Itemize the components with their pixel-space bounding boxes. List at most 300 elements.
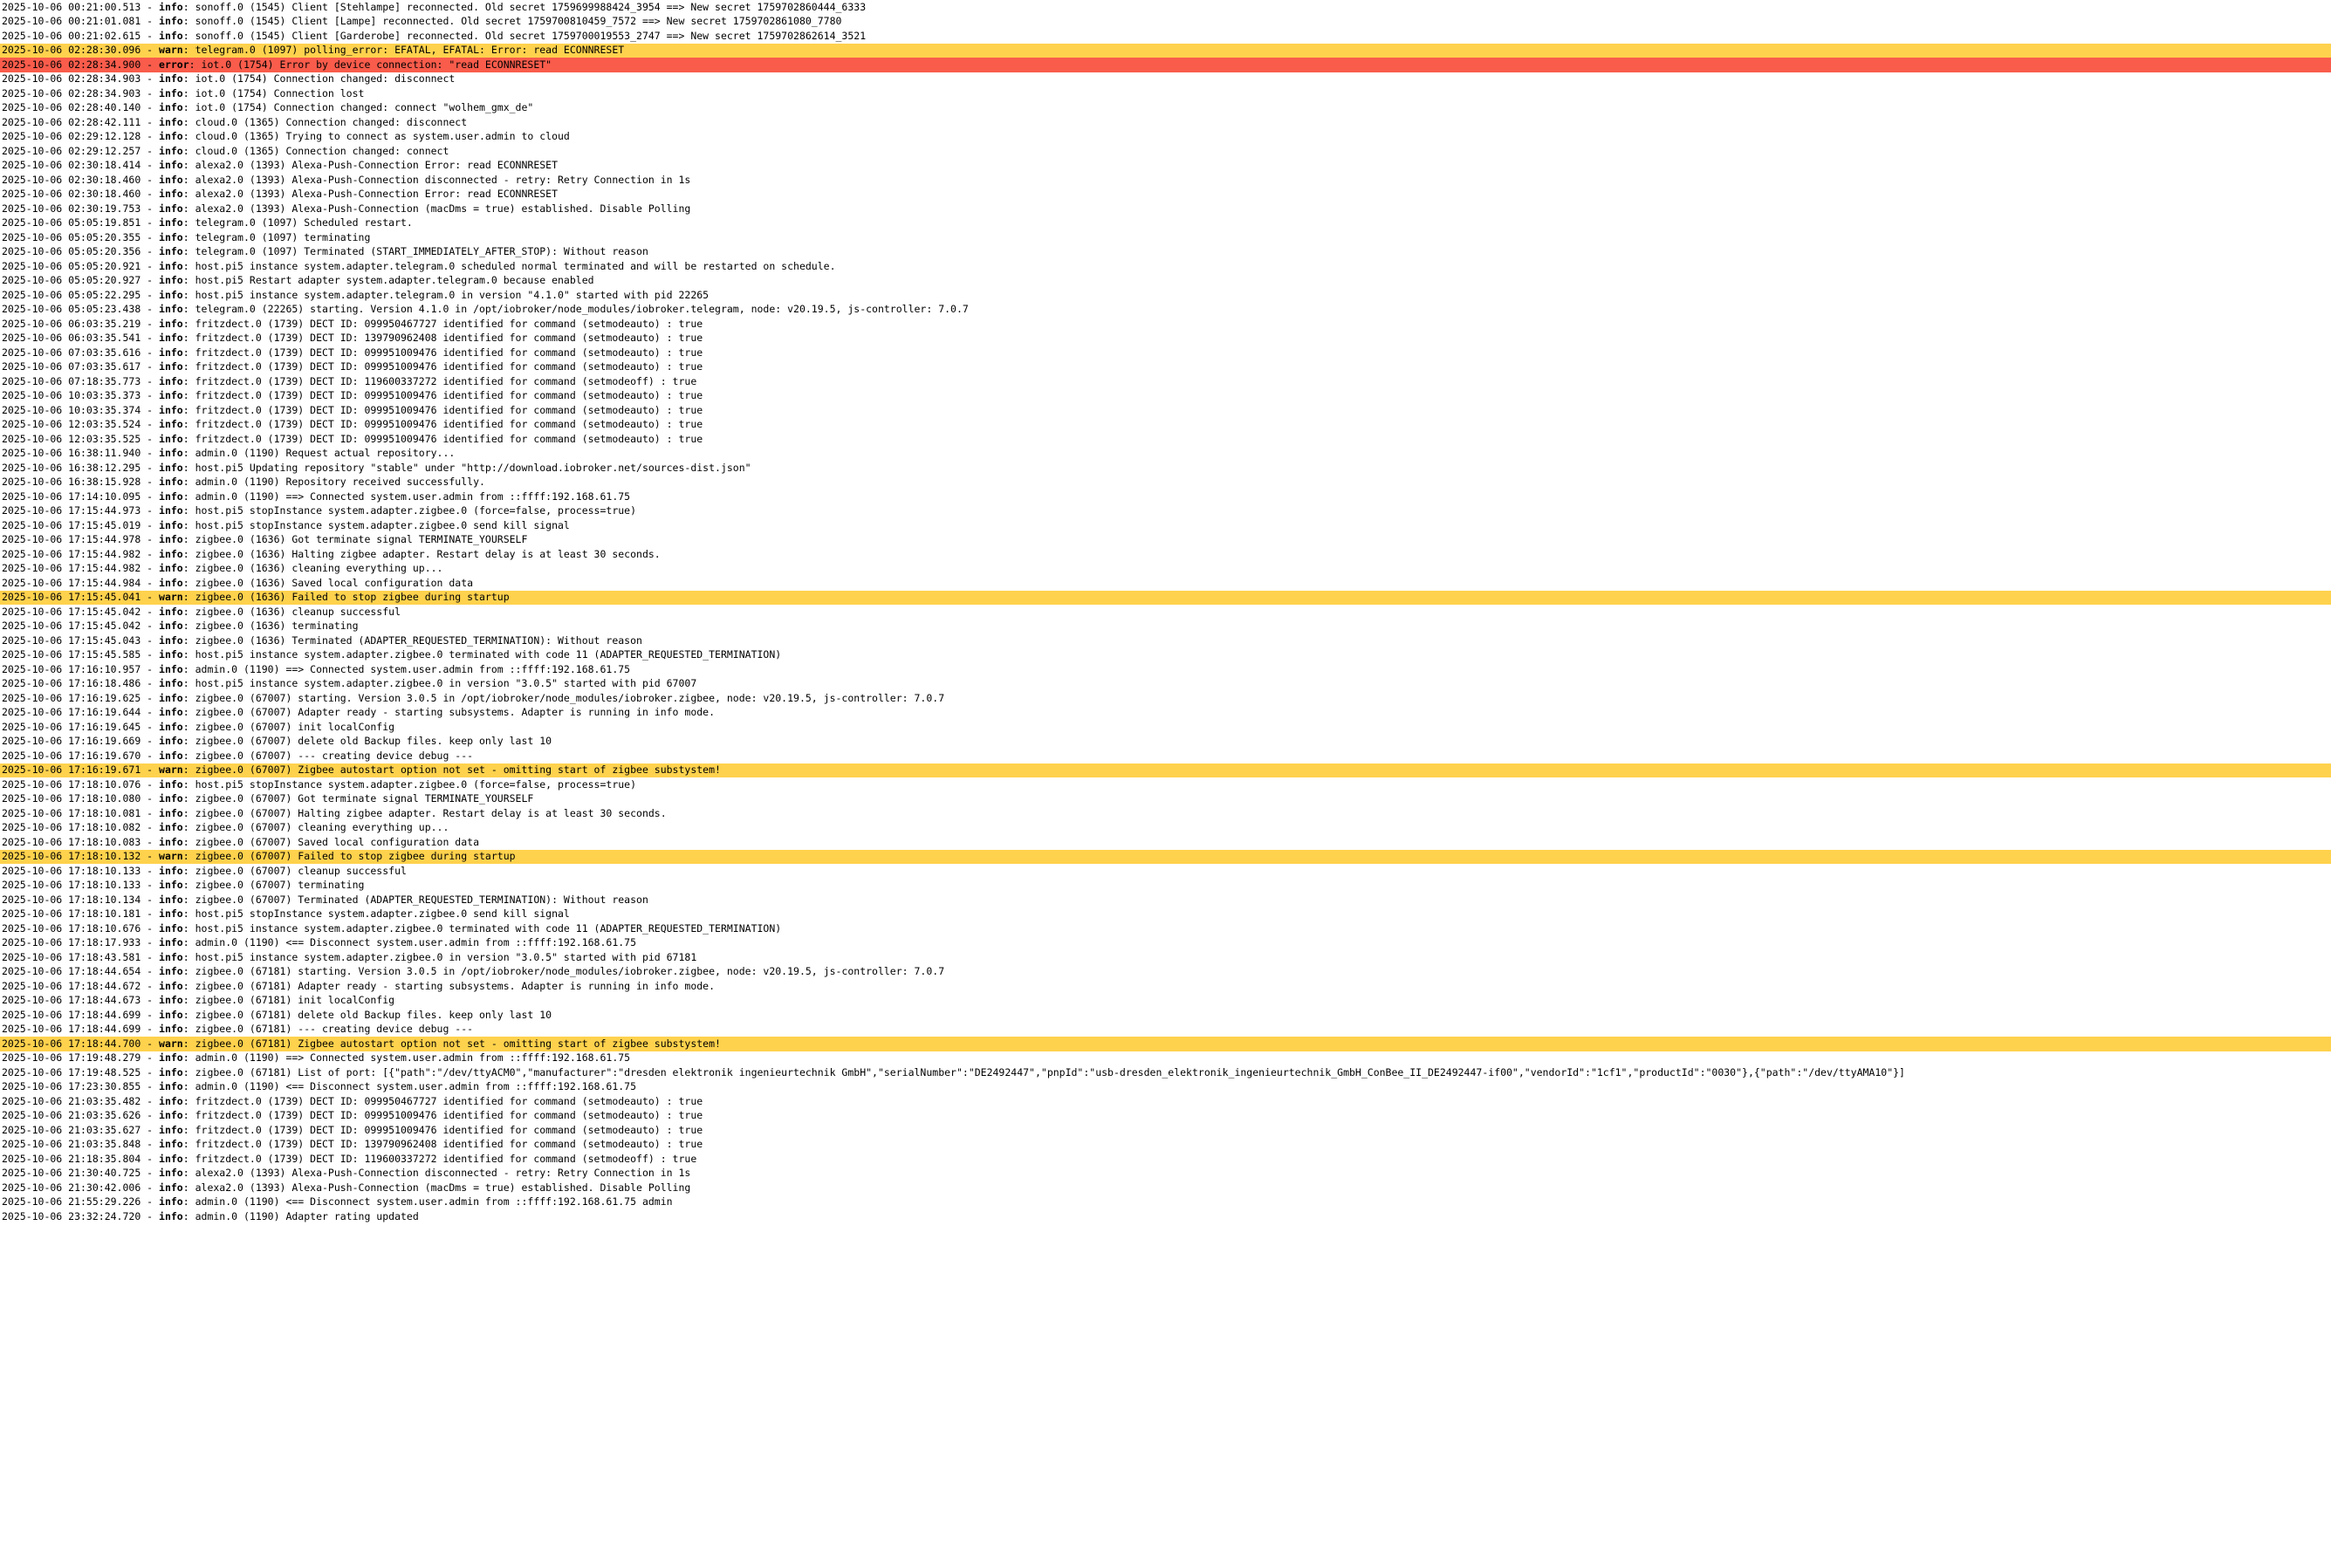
log-separator: : xyxy=(182,44,195,56)
log-row[interactable] xyxy=(0,777,2331,792)
log-message: zigbee.0 (67007) Halting zigbee adapter. Restart delay is at least 30 seconds. xyxy=(195,806,667,819)
log-separator: : xyxy=(182,821,195,833)
log-row[interactable] xyxy=(0,706,2331,721)
log-timestamp: 2025-10-06 17:18:43.581 xyxy=(2,950,141,963)
log-timestamp: 2025-10-06 10:03:35.374 xyxy=(2,403,141,416)
log-separator: - xyxy=(141,1080,160,1092)
log-timestamp: 2025-10-06 21:18:35.804 xyxy=(2,1152,141,1165)
log-row[interactable] xyxy=(0,979,2331,994)
log-level: info xyxy=(159,374,183,387)
log-timestamp: 2025-10-06 17:16:19.645 xyxy=(2,720,141,733)
log-timestamp: 2025-10-06 07:03:35.616 xyxy=(2,346,141,359)
log-row[interactable] xyxy=(0,72,2331,87)
log-separator: - xyxy=(141,864,160,877)
log-separator: : xyxy=(182,159,195,171)
log-row[interactable] xyxy=(0,518,2331,533)
log-timestamp: 2025-10-06 17:15:45.041 xyxy=(2,591,141,603)
log-row[interactable] xyxy=(0,159,2331,174)
log-level: info xyxy=(159,29,183,42)
log-separator: : xyxy=(182,591,195,603)
log-level: info xyxy=(159,476,183,488)
log-separator: - xyxy=(141,706,160,718)
log-timestamp: 2025-10-06 10:03:35.373 xyxy=(2,389,141,401)
log-row[interactable] xyxy=(0,58,2331,72)
log-separator: - xyxy=(141,1152,160,1165)
log-level: info xyxy=(159,994,183,1006)
log-level: info xyxy=(159,346,183,359)
log-separator: : xyxy=(182,562,195,574)
log-row[interactable] xyxy=(0,562,2331,577)
log-level: info xyxy=(159,461,183,474)
log-level: info xyxy=(159,1080,183,1092)
log-message: host.pi5 stopInstance system.adapter.zigbee.0 (force=false, process=true) xyxy=(195,777,637,791)
log-row[interactable] xyxy=(0,950,2331,965)
log-timestamp: 2025-10-06 17:15:44.978 xyxy=(2,533,141,545)
log-row[interactable] xyxy=(0,806,2331,821)
log-timestamp: 2025-10-06 17:16:19.644 xyxy=(2,706,141,718)
log-separator: - xyxy=(141,259,160,272)
log-level: warn xyxy=(159,1037,183,1050)
log-level: info xyxy=(159,1123,183,1136)
log-timestamp: 2025-10-06 02:30:18.414 xyxy=(2,159,141,171)
log-timestamp: 2025-10-06 02:30:18.460 xyxy=(2,173,141,186)
log-separator: - xyxy=(141,1037,160,1050)
log-separator: : xyxy=(182,893,195,906)
log-level: info xyxy=(159,1094,183,1107)
log-message: host.pi5 instance system.adapter.zigbee.0 terminated with code 11 (ADAPTER_REQUESTED_TERMINATION) xyxy=(195,648,782,661)
log-row[interactable] xyxy=(0,835,2331,850)
log-separator: : xyxy=(182,735,195,747)
log-separator: - xyxy=(141,245,160,257)
log-separator: : xyxy=(182,605,195,618)
log-row[interactable] xyxy=(0,259,2331,274)
log-timestamp: 2025-10-06 02:28:34.900 xyxy=(2,58,141,71)
log-message: iot.0 (1754) Connection lost xyxy=(195,86,365,99)
log-row[interactable] xyxy=(0,245,2331,260)
log-timestamp: 2025-10-06 21:30:40.725 xyxy=(2,1167,141,1179)
log-separator: - xyxy=(141,1123,160,1136)
log-message: zigbee.0 (67007) cleaning everything up... xyxy=(195,821,449,833)
log-message: zigbee.0 (67007) delete old Backup files. keep only last 10 xyxy=(195,735,552,747)
log-row[interactable] xyxy=(0,303,2331,318)
log-timestamp: 2025-10-06 17:18:10.132 xyxy=(2,850,141,862)
log-row[interactable] xyxy=(0,173,2331,188)
log-level: info xyxy=(159,130,183,142)
log-separator: - xyxy=(141,749,160,762)
log-separator: : xyxy=(182,706,195,718)
log-separator: : xyxy=(182,259,195,272)
log-message: telegram.0 (22265) starting. Version 4.1.0 in /opt/iobroker/node_modules/iobroker.telegram, node: v20.19.5, js-controller: 7.0.7 xyxy=(195,303,969,315)
log-row[interactable] xyxy=(0,864,2331,879)
log-row[interactable] xyxy=(0,749,2331,763)
log-message: fritzdect.0 (1739) DECT ID: 119600337272 identified for command (setmodeoff) : true xyxy=(195,374,697,387)
log-row[interactable] xyxy=(0,648,2331,663)
log-separator: - xyxy=(141,936,160,948)
log-row[interactable] xyxy=(0,1037,2331,1051)
log-level: info xyxy=(159,332,183,344)
log-message: sonoff.0 (1545) Client [Stehlampe] reconnected. Old secret 1759699988424_3954 ==> New secret 1759702860444_6333 xyxy=(195,0,867,13)
log-level: info xyxy=(159,15,183,27)
log-separator: - xyxy=(141,735,160,747)
log-level: info xyxy=(159,706,183,718)
log-separator: - xyxy=(141,907,160,920)
log-message: fritzdect.0 (1739) DECT ID: 139790962408 identified for command (setmodeauto) : true xyxy=(195,332,703,344)
log-row[interactable] xyxy=(0,288,2331,303)
log-row[interactable] xyxy=(0,1051,2331,1066)
log-row[interactable] xyxy=(0,461,2331,476)
log-row[interactable] xyxy=(0,1065,2331,1080)
log-level: info xyxy=(159,86,183,99)
log-separator: : xyxy=(182,1123,195,1136)
log-level: info xyxy=(159,115,183,128)
log-level: info xyxy=(159,317,183,330)
log-separator: : xyxy=(182,173,195,186)
log-message: zigbee.0 (1636) Halting zigbee adapter. Restart delay is at least 30 seconds. xyxy=(195,547,661,560)
log-separator: - xyxy=(141,1195,160,1208)
log-message: zigbee.0 (67007) init localConfig xyxy=(195,720,395,733)
log-message: alexa2.0 (1393) Alexa-Push-Connection disconnected - retry: Retry Connection in 1s xyxy=(195,173,691,186)
log-message: admin.0 (1190) <== Disconnect system.user.admin from ::ffff:192.168.61.75 admin xyxy=(195,1195,673,1208)
log-row[interactable] xyxy=(0,1023,2331,1037)
log-row[interactable] xyxy=(0,360,2331,375)
log-separator: : xyxy=(182,274,195,286)
log-level: info xyxy=(159,389,183,401)
log-row[interactable] xyxy=(0,274,2331,289)
log-message: cloud.0 (1365) Connection changed: disconnect xyxy=(195,115,468,128)
log-separator: : xyxy=(182,864,195,877)
log-separator: - xyxy=(141,994,160,1006)
log-separator: - xyxy=(141,821,160,833)
log-level: info xyxy=(159,691,183,704)
log-message: zigbee.0 (67007) --- creating device debug --- xyxy=(195,749,474,762)
log-row[interactable] xyxy=(0,1094,2331,1109)
log-message: fritzdect.0 (1739) DECT ID: 099951009476 identified for command (setmodeauto) : true xyxy=(195,1123,703,1136)
log-separator: : xyxy=(182,86,195,99)
log-row[interactable] xyxy=(0,893,2331,907)
log-separator: - xyxy=(141,777,160,791)
log-timestamp: 2025-10-06 17:18:44.673 xyxy=(2,994,141,1006)
log-row[interactable] xyxy=(0,188,2331,202)
log-separator: : xyxy=(182,374,195,387)
log-timestamp: 2025-10-06 02:28:42.111 xyxy=(2,115,141,128)
log-level: info xyxy=(159,1209,183,1222)
log-message: telegram.0 (1097) Terminated (START_IMMEDIATELY_AFTER_STOP): Without reason xyxy=(195,245,648,257)
log-level: warn xyxy=(159,44,183,56)
log-separator: : xyxy=(182,921,195,935)
log-row[interactable] xyxy=(0,130,2331,145)
log-row[interactable] xyxy=(0,633,2331,648)
log-level: info xyxy=(159,72,183,85)
log-separator: : xyxy=(182,418,195,430)
log-separator: : xyxy=(182,1152,195,1165)
log-timestamp: 2025-10-06 21:03:35.627 xyxy=(2,1123,141,1136)
log-level: info xyxy=(159,979,183,992)
log-separator: : xyxy=(182,15,195,27)
log-timestamp: 2025-10-06 05:05:20.921 xyxy=(2,259,141,272)
log-row[interactable] xyxy=(0,907,2331,922)
log-level: info xyxy=(159,777,183,791)
log-timestamp: 2025-10-06 17:19:48.279 xyxy=(2,1051,141,1064)
log-level: info xyxy=(159,1152,183,1165)
log-separator: - xyxy=(141,763,160,776)
log-row[interactable] xyxy=(0,662,2331,677)
log-separator: : xyxy=(182,662,195,675)
log-level: info xyxy=(159,216,183,229)
log-row[interactable] xyxy=(0,1123,2331,1138)
log-timestamp: 2025-10-06 05:05:22.295 xyxy=(2,288,141,301)
log-row[interactable] xyxy=(0,447,2331,462)
log-timestamp: 2025-10-06 02:28:30.096 xyxy=(2,44,141,56)
log-message: telegram.0 (1097) polling_error: EFATAL, EFATAL: Error: read ECONNRESET xyxy=(195,44,625,56)
log-row[interactable] xyxy=(0,1181,2331,1195)
log-separator: : xyxy=(182,1209,195,1222)
log-row[interactable] xyxy=(0,576,2331,591)
log-message: admin.0 (1190) Adapter rating updated xyxy=(195,1209,419,1222)
log-row[interactable] xyxy=(0,202,2331,216)
log-timestamp: 2025-10-06 05:05:19.851 xyxy=(2,216,141,229)
log-separator: - xyxy=(141,332,160,344)
log-timestamp: 2025-10-06 17:16:19.669 xyxy=(2,735,141,747)
log-row[interactable] xyxy=(0,1080,2331,1095)
log-level: info xyxy=(159,864,183,877)
log-row[interactable] xyxy=(0,691,2331,706)
log-level: info xyxy=(159,101,183,113)
log-timestamp: 2025-10-06 00:21:00.513 xyxy=(2,0,141,13)
log-row[interactable] xyxy=(0,15,2331,30)
log-separator: - xyxy=(141,0,160,13)
log-separator: : xyxy=(182,777,195,791)
log-timestamp: 2025-10-06 17:16:10.957 xyxy=(2,662,141,675)
log-message: fritzdect.0 (1739) DECT ID: 099950467727 identified for command (setmodeauto) : true xyxy=(195,317,703,330)
log-row[interactable] xyxy=(0,504,2331,519)
log-separator: : xyxy=(182,620,195,632)
log-timestamp: 2025-10-06 17:18:17.933 xyxy=(2,936,141,948)
log-row[interactable] xyxy=(0,1209,2331,1224)
log-timestamp: 2025-10-06 17:18:10.676 xyxy=(2,921,141,935)
log-message: host.pi5 stopInstance system.adapter.zigbee.0 send kill signal xyxy=(195,518,570,531)
log-separator: : xyxy=(182,0,195,13)
log-row[interactable] xyxy=(0,1138,2331,1153)
log-separator: - xyxy=(141,893,160,906)
log-level: error xyxy=(159,58,189,71)
log-row[interactable] xyxy=(0,332,2331,346)
log-separator: : xyxy=(182,850,195,862)
log-message: admin.0 (1190) <== Disconnect system.user.admin from ::ffff:192.168.61.75 xyxy=(195,936,637,948)
log-timestamp: 2025-10-06 05:05:20.355 xyxy=(2,230,141,243)
log-row[interactable] xyxy=(0,994,2331,1009)
log-message: fritzdect.0 (1739) DECT ID: 099951009476 identified for command (setmodeauto) : true xyxy=(195,389,703,401)
log-level: info xyxy=(159,950,183,963)
log-row[interactable] xyxy=(0,605,2331,620)
log-separator: : xyxy=(182,476,195,488)
log-row[interactable] xyxy=(0,1152,2331,1167)
log-separator: : xyxy=(182,547,195,560)
log-separator: - xyxy=(141,979,160,992)
log-timestamp: 2025-10-06 17:15:45.042 xyxy=(2,620,141,632)
log-row[interactable] xyxy=(0,374,2331,389)
log-separator: : xyxy=(182,1138,195,1150)
log-separator: - xyxy=(141,389,160,401)
log-message: zigbee.0 (67181) List of port: [{"path":"/dev/ttyACM0","manufacturer":"dresden elektronik ingenieurtechnik GmbH","serialNumber":"DE2492447","pnpId":"usb-dresden_elektronik_ingenieurtechnik_GmbH_ConBee_II_DE2492447-if00","vendorId":"1cf1","productId":"0030"},{"path":"/dev/ttyAMA10"}] xyxy=(195,1065,1905,1078)
log-row[interactable] xyxy=(0,115,2331,130)
log-row[interactable] xyxy=(0,490,2331,504)
log-timestamp: 2025-10-06 17:18:44.699 xyxy=(2,1008,141,1021)
log-level: info xyxy=(159,202,183,215)
log-separator: : xyxy=(182,936,195,948)
log-separator: : xyxy=(182,835,195,848)
log-separator: : xyxy=(182,360,195,373)
log-timestamp: 2025-10-06 17:16:19.670 xyxy=(2,749,141,762)
log-row[interactable] xyxy=(0,936,2331,951)
log-message: fritzdect.0 (1739) DECT ID: 139790962408 identified for command (setmodeauto) : true xyxy=(195,1138,703,1150)
log-separator: - xyxy=(141,432,160,445)
log-row[interactable] xyxy=(0,476,2331,490)
log-separator: - xyxy=(141,447,160,459)
log-separator: : xyxy=(182,188,195,200)
log-row[interactable] xyxy=(0,418,2331,433)
log-separator: - xyxy=(141,288,160,301)
log-row[interactable] xyxy=(0,1195,2331,1210)
log-timestamp: 2025-10-06 23:32:24.720 xyxy=(2,1209,141,1222)
log-separator: : xyxy=(182,749,195,762)
log-row[interactable] xyxy=(0,216,2331,231)
log-row[interactable] xyxy=(0,389,2331,404)
log-separator: : xyxy=(182,202,195,215)
log-row[interactable] xyxy=(0,879,2331,894)
log-timestamp: 2025-10-06 17:18:10.081 xyxy=(2,806,141,819)
log-message: alexa2.0 (1393) Alexa-Push-Connection Error: read ECONNRESET xyxy=(195,159,559,171)
log-row[interactable] xyxy=(0,735,2331,750)
log-row[interactable] xyxy=(0,403,2331,418)
log-separator: : xyxy=(182,879,195,891)
log-level: info xyxy=(159,1008,183,1021)
log-separator: - xyxy=(141,533,160,545)
log-row[interactable] xyxy=(0,29,2331,44)
log-row[interactable] xyxy=(0,101,2331,116)
log-row[interactable] xyxy=(0,346,2331,360)
log-separator: - xyxy=(141,662,160,675)
log-level: info xyxy=(159,562,183,574)
log-level: info xyxy=(159,188,183,200)
log-row[interactable] xyxy=(0,317,2331,332)
log-separator: : xyxy=(182,720,195,733)
log-level: info xyxy=(159,648,183,661)
log-separator: : xyxy=(182,965,195,977)
log-row[interactable] xyxy=(0,720,2331,735)
log-row[interactable] xyxy=(0,763,2331,778)
log-message: zigbee.0 (1636) Got terminate signal TERMINATE_YOURSELF xyxy=(195,533,528,545)
log-separator: - xyxy=(141,504,160,517)
log-timestamp: 2025-10-06 17:18:10.134 xyxy=(2,893,141,906)
log-row[interactable] xyxy=(0,792,2331,807)
log-row[interactable] xyxy=(0,620,2331,634)
log-timestamp: 2025-10-06 16:38:15.928 xyxy=(2,476,141,488)
log-row[interactable] xyxy=(0,1008,2331,1023)
log-separator: : xyxy=(182,1167,195,1179)
log-level: warn xyxy=(159,850,183,862)
log-message: zigbee.0 (1636) Failed to stop zigbee during startup xyxy=(195,591,510,603)
log-timestamp: 2025-10-06 17:18:44.700 xyxy=(2,1037,141,1050)
log-level: info xyxy=(159,821,183,833)
log-level: info xyxy=(159,288,183,301)
log-timestamp: 2025-10-06 17:18:10.076 xyxy=(2,777,141,791)
log-separator: : xyxy=(182,950,195,963)
log-message: zigbee.0 (67007) Zigbee autostart option not set - omitting start of zigbee substystem! xyxy=(195,763,721,776)
log-level: warn xyxy=(159,763,183,776)
log-timestamp: 2025-10-06 06:03:35.541 xyxy=(2,332,141,344)
log-separator: - xyxy=(141,950,160,963)
log-row[interactable] xyxy=(0,850,2331,865)
log-level: info xyxy=(159,1051,183,1064)
log-message: zigbee.0 (67007) Terminated (ADAPTER_REQUESTED_TERMINATION): Without reason xyxy=(195,893,648,906)
log-separator: - xyxy=(141,159,160,171)
log-timestamp: 2025-10-06 12:03:35.525 xyxy=(2,432,141,445)
log-level: info xyxy=(159,1065,183,1078)
log-separator: - xyxy=(141,274,160,286)
log-message: admin.0 (1190) Repository received successfully. xyxy=(195,476,485,488)
log-separator: : xyxy=(182,907,195,920)
log-message: zigbee.0 (1636) cleaning everything up... xyxy=(195,562,443,574)
log-separator: - xyxy=(141,792,160,805)
log-message: fritzdect.0 (1739) DECT ID: 099951009476 identified for command (setmodeauto) : true xyxy=(195,403,703,416)
log-row[interactable] xyxy=(0,144,2331,159)
log-level: info xyxy=(159,245,183,257)
log-row[interactable] xyxy=(0,591,2331,606)
log-timestamp: 2025-10-06 17:16:19.671 xyxy=(2,763,141,776)
log-separator: - xyxy=(141,1051,160,1064)
log-separator: : xyxy=(182,806,195,819)
log-row[interactable] xyxy=(0,0,2331,15)
log-row[interactable] xyxy=(0,432,2331,447)
log-separator: - xyxy=(141,1109,160,1121)
log-separator: - xyxy=(141,115,160,128)
log-timestamp: 2025-10-06 02:28:34.903 xyxy=(2,86,141,99)
log-separator: - xyxy=(141,720,160,733)
log-row[interactable] xyxy=(0,821,2331,836)
log-level: info xyxy=(159,633,183,647)
log-timestamp: 2025-10-06 17:15:44.973 xyxy=(2,504,141,517)
log-row[interactable] xyxy=(0,965,2331,980)
log-timestamp: 2025-10-06 17:19:48.525 xyxy=(2,1065,141,1078)
log-message: zigbee.0 (67007) cleanup successful xyxy=(195,864,407,877)
log-separator: : xyxy=(182,1094,195,1107)
log-separator: : xyxy=(182,1023,195,1035)
log-level: info xyxy=(159,547,183,560)
log-level: info xyxy=(159,447,183,459)
log-message: zigbee.0 (67007) Failed to stop zigbee during startup xyxy=(195,850,516,862)
log-row[interactable] xyxy=(0,921,2331,936)
log-row[interactable] xyxy=(0,677,2331,692)
log-separator: - xyxy=(141,476,160,488)
log-message: host.pi5 instance system.adapter.zigbee.0 terminated with code 11 (ADAPTER_REQUESTED_TERMINATION) xyxy=(195,921,782,935)
log-row[interactable] xyxy=(0,547,2331,562)
log-row[interactable] xyxy=(0,86,2331,101)
log-timestamp: 2025-10-06 00:21:02.615 xyxy=(2,29,141,42)
log-row[interactable] xyxy=(0,533,2331,548)
log-separator: - xyxy=(141,29,160,42)
log-separator: : xyxy=(182,1109,195,1121)
log-message: iot.0 (1754) Connection changed: disconnect xyxy=(195,72,456,85)
log-timestamp: 2025-10-06 17:15:44.984 xyxy=(2,576,141,589)
log-separator: - xyxy=(141,691,160,704)
log-row[interactable] xyxy=(0,44,2331,58)
log-separator: - xyxy=(141,303,160,315)
log-message: zigbee.0 (1636) Saved local configuration data xyxy=(195,576,474,589)
log-level: info xyxy=(159,259,183,272)
log-row[interactable] xyxy=(0,230,2331,245)
log-row[interactable] xyxy=(0,1167,2331,1181)
log-row[interactable] xyxy=(0,1109,2331,1124)
